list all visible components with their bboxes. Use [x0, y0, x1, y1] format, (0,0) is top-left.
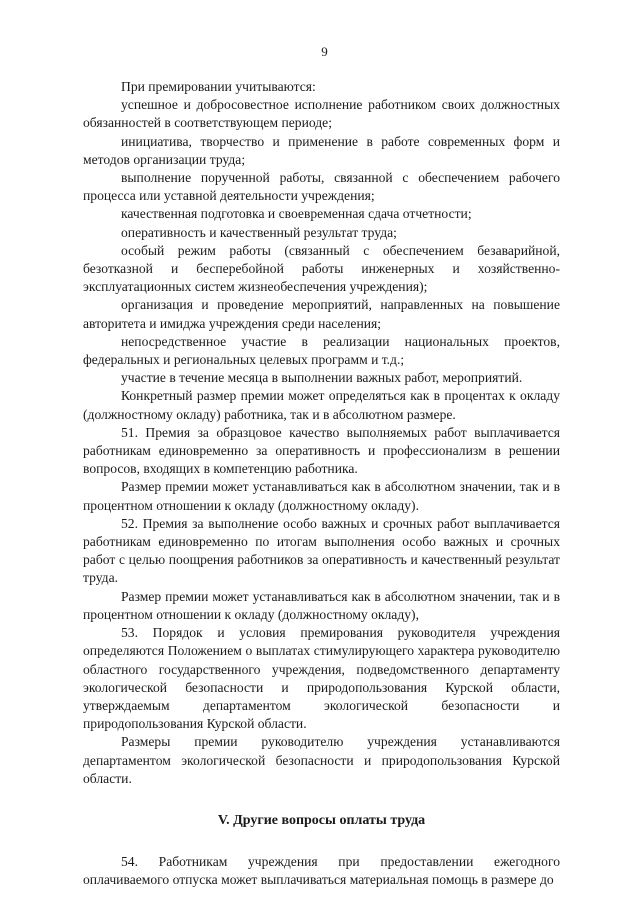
- paragraph: непосредственное участие в реализации национальных проектов, федеральных и региональных целевых программ и т.д.;: [83, 333, 560, 368]
- paragraph: участие в течение месяца в выполнении важных работ, мероприятий.: [121, 370, 523, 386]
- paragraph: Конкретный размер премии может определяться как в процентах к окладу (должностному окладу) работника, так и в абсолютном размере.: [83, 388, 560, 422]
- paragraph: 54. Работникам учреждения при предоставлении ежегодного оплачиваемого отпуска может выплачиваться материальная помощь в размере до: [83, 854, 560, 888]
- paragraph: 51. Премия за образцовое качество выполняемых работ выплачивается работникам единовременно за оперативность и профессионализм в решении вопросов, входящих в компетенцию работника.: [83, 424, 560, 477]
- paragraph: организация и проведение мероприятий, направленных на повышение авторитета и имиджа учреждения среди населения;: [83, 297, 560, 331]
- paragraph: При премировании учитываются:: [121, 79, 316, 94]
- paragraph: особый режим работы (связанный с обеспечением безаварийной, безотказной и бесперебойной работы инженерных и хозяйственно-эксплуатационных систем жизнеобеспечения учреждения);: [83, 242, 560, 295]
- paragraph: 52. Премия за выполнение особо важных и срочных работ выплачивается работникам единовременно по итогам выполнения особо важных и срочных работ с целью поощрения работников за оперативность и качественный результат труда.: [83, 515, 560, 586]
- page-number: 9: [321, 44, 328, 59]
- paragraph: инициатива, творчество и применение в работе современных форм и методов организации труда;: [83, 133, 560, 167]
- paragraph: оперативность и качественный результат труда;: [121, 224, 397, 240]
- paragraph: качественная подготовка и своевременная сдача отчетности;: [121, 206, 472, 222]
- paragraph: выполнение порученной работы, связанной с обеспечением рабочего процесса или уставной деятельности учреждения;: [83, 170, 560, 204]
- paragraph: Размер премии может устанавливаться как в абсолютном значении, так и в процентном отношении к окладу (должностному окладу),: [83, 588, 560, 622]
- paragraph: успешное и добросовестное исполнение работником своих должностных обязанностей в соответствующем периоде;: [83, 97, 560, 131]
- paragraph: 53. Порядок и условия премирования руководителя учреждения определяются Положением о выплатах стимулирующего характера руководителю областного государственного учреждения, подведомственного департаменту экологической безопасности и природопользования Курской области, утверждаемым департаментом экологической безопасности и природопользования Курской области.: [83, 625, 560, 732]
- paragraph: Размер премии может устанавливаться как в абсолютном значении, так и в процентном отношении к окладу (должностному окладу).: [83, 479, 560, 513]
- section-heading: V. Другие вопросы оплаты труда: [217, 812, 426, 828]
- document-body: [83, 78, 560, 890]
- paragraph: Размеры премии руководителю учреждения устанавливаются департаментом экологической безопасности и природопользования Курской области.: [83, 734, 560, 786]
